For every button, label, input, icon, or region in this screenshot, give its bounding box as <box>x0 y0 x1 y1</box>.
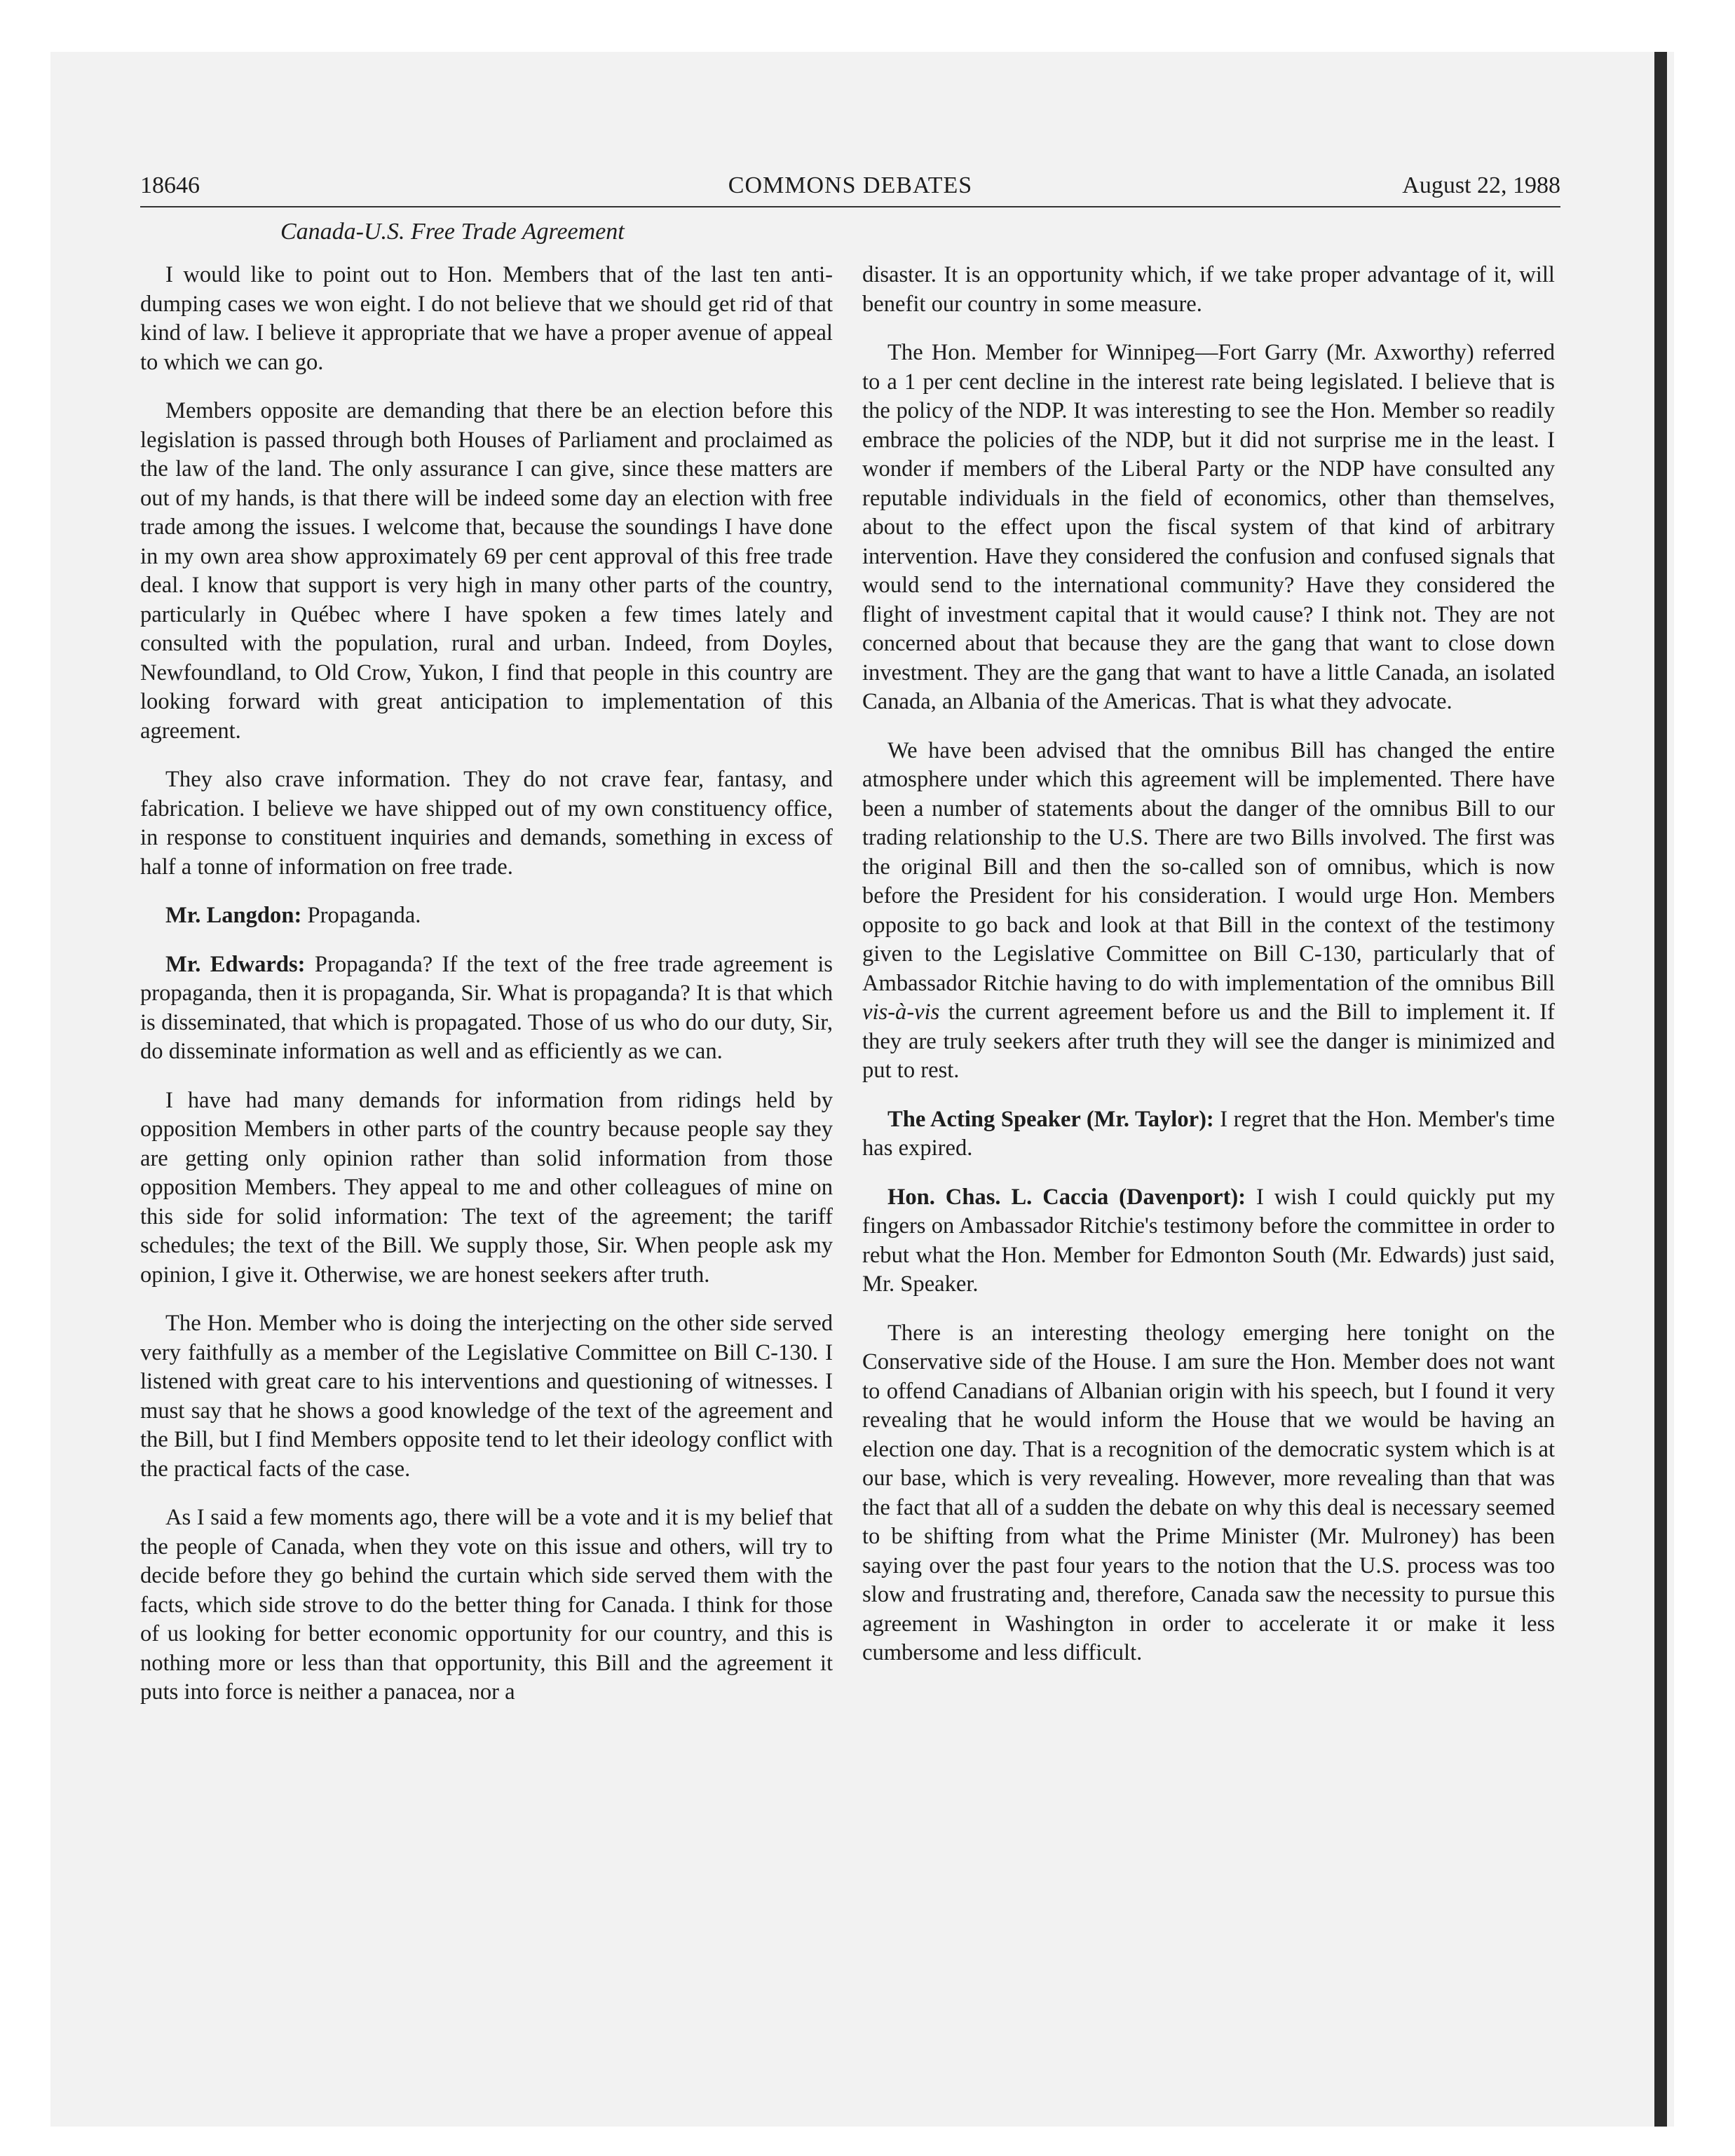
paragraph: The Hon. Member for Winnipeg—Fort Garry (Mr. Axworthy) referred to a 1 per cent decline in the interest rate being legislated. I believe that is the policy of the NDP. It was interesting to see the Hon. Member so readily embrace the policies of the NDP, but it did not surprise me in the least. I wonder if members of the Liberal Party or the NDP have consulted any reputable individuals in the field of economics, other than themselves, about to the effect upon the fiscal system of that kind of arbitrary intervention. Have they considered the confusion and confused signals that would send to the international community? Have they considered the flight of investment capital that it would cause? I think not. They are not concerned about that because they are the gang that want to close down investment. They are the gang that want to have a little Canada, an isolated Canada, an Albania of the Americas. That is what they advocate. <box>862 340 1555 714</box>
speech-text: I wish I could quickly put my fingers on Ambassador Ritchie's testimony before the committee in order to rebut what the Hon. Member for Edmonton South (Mr. Edwards) just said, Mr. Speaker. <box>862 1184 1555 1297</box>
paragraph: Members opposite are demanding that there be an election before this legislation is passed through both Houses of Parliament and proclaimed as the law of the land. The only assurance I can give, since these matters are out of my hands, is that there will be indeed some day an election with free trade among the issues. I welcome that, because the soundings I have done in my own area show approximately 69 per cent approval of this free trade deal. I know that support is very high in many other parts of the country, particularly in Québec where I have spoken a few times lately and consulted with the population, rural and urban. Indeed, from Doyles, Newfoundland, to Old Crow, Yukon, I find that people in this country are looking forward with great anticipation to implementation of this agreement. <box>140 398 833 744</box>
paragraph <box>140 950 833 1067</box>
page-number: 18646 <box>140 172 200 198</box>
right-column <box>862 261 1555 1688</box>
paragraph: I would like to point out to Hon. Members that of the last ten anti-dumping cases we won eight. I do not believe that we should get rid of that kind of law. I believe it appropriate that we have a proper avenue of appeal to which we can go. <box>140 262 833 375</box>
speech-text: Propaganda. <box>301 903 421 928</box>
speaker-name: Mr. Langdon: <box>165 903 302 928</box>
publication-title: COMMONS DEBATES <box>728 172 973 198</box>
paragraph: disaster. It is an opportunity which, if we take proper advantage of it, will benefit our country in some measure. <box>862 262 1555 317</box>
speech-text: the current agreement before us and the Bill to implement it. If they are truly seekers after truth they will see the danger is minimized and put to rest. <box>862 999 1555 1083</box>
speaker-name: Hon. Chas. L. Caccia (Davenport): <box>887 1184 1246 1210</box>
speaker-name: The Acting Speaker (Mr. Taylor): <box>887 1106 1214 1132</box>
section-subtitle: Canada-U.S. Free Trade Agreement <box>280 219 625 245</box>
page-header <box>140 172 1560 207</box>
paragraph: They also crave information. They do not crave fear, fantasy, and fabrication. I believe we have shipped out of my own constituency office, in response to constituent inquiries and demands, something in excess of half a tonne of information on free trade. <box>140 767 833 880</box>
paragraph: The Hon. Member who is doing the interjecting on the other side served very faithfully as a member of the Legislative Committee on Bill C-130. I listened with great care to his interventions and questioning of witnesses. I must say that he shows a good knowledge of the text of the agreement and the Bill, but I find Members opposite tend to let their ideology conflict with the practical facts of the case. <box>140 1311 833 1482</box>
speech-text: We have been advised that the omnibus Bill has changed the entire atmosphere under which this agreement will be implemented. There have been a number of statements about the danger of the omnibus Bill to our trading relationship to the U.S. There are two Bills involved. The first was the original Bill and then the so-called son of omnibus, which is now before the President for his consideration. I would urge Hon. Members opposite to go back and look at that Bill in the context of the testimony given to the Legislative Committee on Bill C-130, particularly that of Ambassador Ritchie having to do with implementation of the omnibus Bill <box>862 737 1555 996</box>
paragraph: As I said a few moments ago, there will be a vote and it is my belief that the people of Canada, when they vote on this issue and others, will try to decide before they go behind the curtain which side served them with the facts, which side strove to do the better thing for Canada. I think for those of us looking for better economic opportunity for our country, and this is nothing more or less than that opportunity, this Bill and the agreement it puts into force is neither a panacea, nor a <box>140 1505 833 1705</box>
speech-text: I regret that the Hon. Member's time has expired. <box>862 1106 1555 1161</box>
paragraph <box>862 1105 1555 1164</box>
speech-text: Propaganda? If the text of the free trade agreement is propaganda, then it is propaganda, Sir. What is propaganda? It is that which is disseminated, that which is propagated. Those of us who do our duty, Sir, do disseminate information as well and as efficiently as we can. <box>140 951 833 1064</box>
paragraph <box>862 737 1555 1086</box>
italic-phrase: vis-à-vis <box>862 999 940 1025</box>
paragraph: I have had many demands for information from ridings held by opposition Members in other parts of the country because people say they are getting only opinion rather than solid information from those opposition Members. They appeal to me and other colleagues of mine on this side for solid information: The text of the agreement; the tariff schedules; the text of the Bill. We supply those, Sir. When people ask my opinion, I give it. Otherwise, we are honest seekers after truth. <box>140 1087 833 1288</box>
left-column <box>140 261 833 1727</box>
paragraph <box>140 901 833 931</box>
paragraph <box>862 1183 1555 1299</box>
publication-date: August 22, 1988 <box>1402 172 1560 198</box>
speaker-name: Mr. Edwards: <box>165 951 306 977</box>
paragraph: There is an interesting theology emerging here tonight on the Conservative side of the House. I am sure the Hon. Member does not want to offend Canadians of Albanian origin with his speech, but I found it very revealing that he would inform the House that we would be having an election one day. That is a recognition of the democratic system which is at our base, which is very revealing. However, more revealing than that was the fact that all of a sudden the debate on why this deal is necessary seemed to be shifting from what the Prime Minister (Mr. Mulroney) has been saying over the past four years to the notion that the U.S. process was too slow and frustrating and, therefore, Canada saw the necessity to pursue this agreement in Washington in order to accelerate it or make it less cumbersome and less difficult. <box>862 1320 1555 1665</box>
scan-edge-bar <box>1654 52 1667 2127</box>
